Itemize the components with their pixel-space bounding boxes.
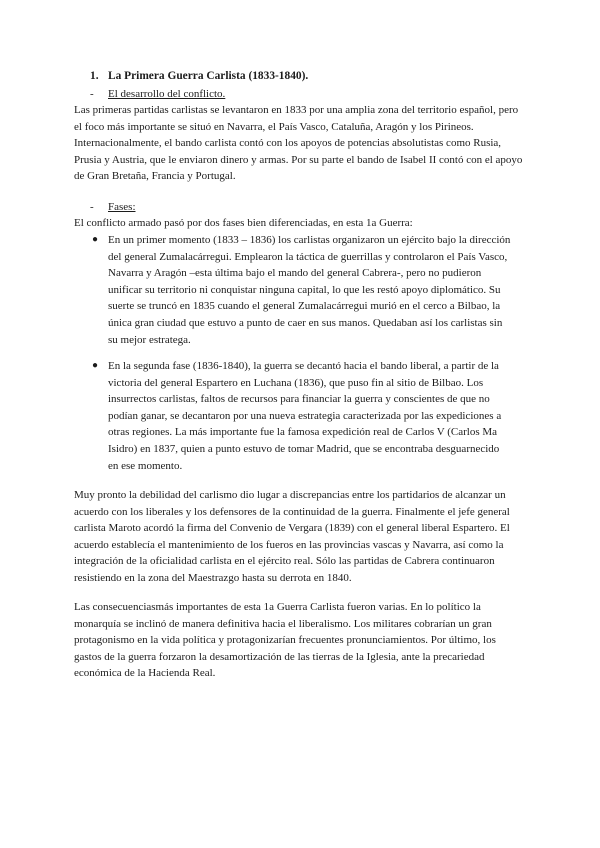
subheading-title: El desarrollo del conflicto. (108, 88, 226, 100)
subheading-desarrollo (90, 86, 225, 103)
bullet-icon: ● (92, 360, 99, 371)
section-number: 1. (90, 70, 99, 82)
paragraph-vergara: Muy pronto la debilidad del carlismo dio lugar a discrepancias entre los partidarios de alcanzar un acuerdo con los liberales y los defensores de la continuidad de la guerra. Finalmente el jefe general carlista Maroto acordó la firma del Convenio de Vergara (1839) con el general liberal Espartero. El acuerdo establecía el mantenimiento de los fueros en las provincias vascas y Navarra, así como la integración de la oficialidad carlista en el ejército real. Sólo las partidas de Cabrera continuaron resistiendo en la zona del Maestrazgo hasta su derrota en 1840. (74, 489, 510, 584)
paragraph-consecuencias: Las consecuenciasmás importantes de esta 1a Guerra Carlista fueron varias. En lo político la monarquía se inclinó de manera definitiva hacia el liberalismo. Los militares cobrarían un gran protagonismo en la vida política y protagonizarían frecuentes pronunciamientos. Por último, los gastos de la guerra forzaron la desamortización de las tierras de la Iglesia, ante la precariedad económica de la Hacienda Real. (74, 601, 496, 680)
section-title: La Primera Guerra Carlista (1833-1840). (108, 70, 309, 82)
section-heading (90, 68, 308, 85)
subheading-dash: - (90, 88, 94, 100)
subheading-fases (90, 199, 136, 216)
paragraph-intro: Las primeras partidas carlistas se levantaron en 1833 por una amplia zona del territorio español, pero el foco más importante se situó en Navarra, el País Vasco, Cataluña, Aragón y los Pirineos. Internacionalmente, el bando carlista contó con los apoyos de potencias absolutistas como Rusia, Prusia y Austria, que le enviaron dinero y armas. Por su parte el bando de Isabel II contó con el apoyo de Gran Bretaña, Francia y Portugal. (74, 104, 523, 183)
bullet-text: En un primer momento (1833 – 1836) los carlistas organizaron un ejército bajo la dirección del general Zumalacárregui. Emplearon la táctica de guerrillas y controlaron el País Vasco, Navarra y Aragón –esta última bajo el mando del general Cabrera-, pero no pudieron unificar su territorio ni conquistar ninguna capital, lo que les restó apoyo diplomático. Su suerte se truncó en 1835 cuando el general Zumalacárregui murió en el cerco a Bilbao, la única gran ciudad que estuvo a punto de caer en sus manos. Quedaban así los carlistas sin su mejor estratega. (108, 234, 511, 346)
subheading-dash: - (90, 201, 94, 213)
bullet-icon: ● (92, 234, 99, 245)
bullet-text: En la segunda fase (1836-1840), la guerra se decantó hacia el bando liberal, a partir de la victoria del general Espartero en Luchana (1836), que puso fin al sitio de Bilbao. Los insurrectos carlistas, faltos de recursos para financiar la guerra y conscientes de que no podían ganar, se decantaron por una nueva estrategia caracterizada por las expediciones a otras regiones. La más importante fue la famosa expedición real de Carlos V (Carlos Ma Isidro) en 1837, quien a punto estuvo de tomar Madrid, que se encontraba desguarnecido en ese momento. (108, 360, 502, 472)
subheading-title: Fases: (108, 201, 136, 213)
paragraph-fases-intro: El conflicto armado pasó por dos fases bien diferenciadas, en esta 1a Guerra: (74, 217, 413, 229)
